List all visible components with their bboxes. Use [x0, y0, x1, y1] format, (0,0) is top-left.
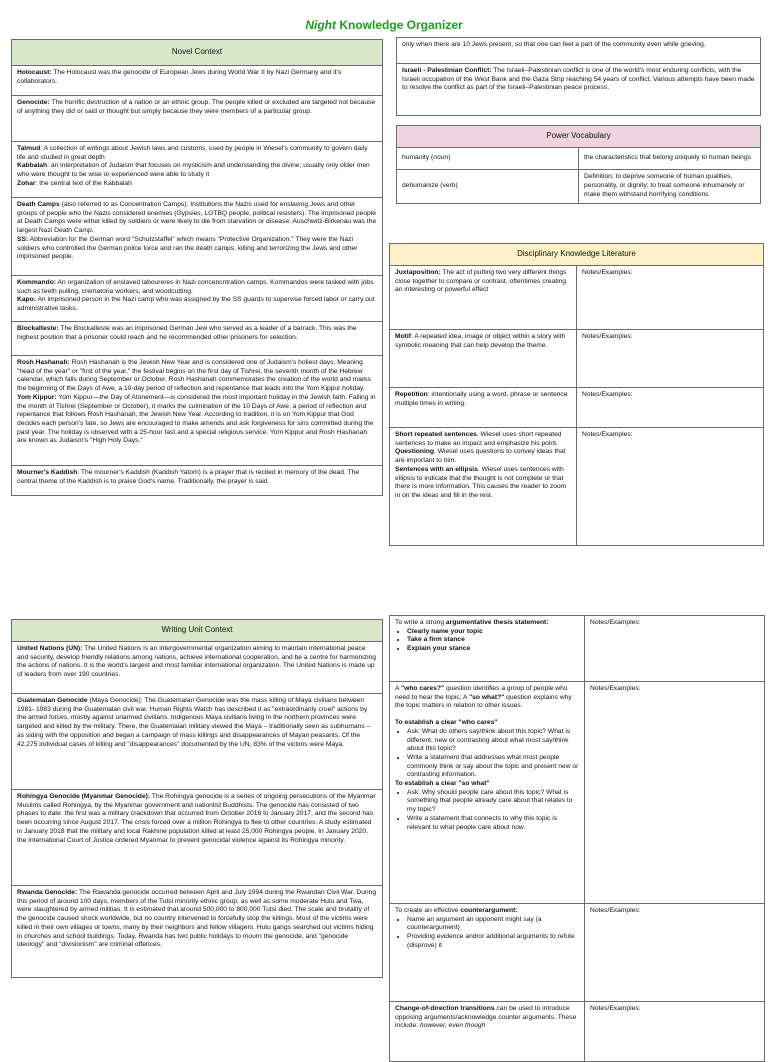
term-description: An imprisoned person in the Nazi camp who was assigned by the SS guards to supervise forced labor or carry out administrative tasks. — [17, 296, 375, 313]
term-label: Questioning — [395, 448, 435, 456]
term-label: Israeli - Palestinian Conflict: — [402, 67, 492, 74]
term-description: The Blockalteste was an imprisoned German Jew who served as a leader of a barrack. This was the highest position that a prisoner could reach and he recommended other prisoners for selection. — [17, 325, 357, 341]
term-description: : an interpretation of Judaism that focuses on mysticism and understanding the divine; usually only older men who were thought to be wise or experienced were able to study it — [17, 162, 370, 179]
notes-label: Notes/Examples: — [577, 388, 764, 428]
term-description: : the central text of the Kabbalah — [35, 179, 132, 187]
term-description: The Israeli–Palestinian conflict is one of the world's most enduring conflicts, with the Israeli occupation of the West Bank and the Gaza Strip reaching 54 years of conflict. Various attempts have been made to resolve the conflict as part of the Israeli–Palestinian peace process. — [402, 67, 755, 92]
literature-term-row — [390, 330, 577, 388]
power-vocabulary-header: Power Vocabulary — [397, 126, 761, 148]
term-description: The United Nations is an intergovernmental organization aiming to maintain international peace and security, develop friendly relations among nations, achieve international cooperation, and be a centre for harmonizing the actions of nations. It is the world's largest and most familiar international organization. The United Nations is made up of leaders from over 190 countries. — [17, 645, 376, 679]
term-label: Talmud — [17, 145, 41, 152]
novel-context-table — [11, 39, 383, 496]
writing-context-row — [12, 790, 383, 886]
term-label: Rwanda Genocide: — [17, 889, 78, 896]
novel-context-row — [12, 142, 383, 198]
vocab-row — [397, 170, 761, 204]
term-label: Juxtaposition: — [395, 269, 441, 276]
page-title: Night Knowledge Organizer — [305, 18, 463, 32]
term-label: SS: — [17, 235, 29, 243]
term-description: : The mourner's Kaddish (Kaddish Yatom) is a prayer that is recited in memory of the dead. The central theme of the Kaddish is to praise God's name. Traditionally, the prayer is said — [17, 469, 360, 485]
term-label: Rosh Hashanah: — [17, 359, 70, 366]
notes-label: Notes/Examples: — [585, 904, 765, 1002]
thesis-statement-cell: To write a strong argumentative thesis statement: • Clearly name your topic • Take a firm stance • Explain your stance — [390, 616, 585, 682]
writing-context-header: Writing Unit Context — [12, 620, 383, 642]
term-description: (Maya Genocide): The Guatemalan Genocide was the mass killing of Maya civilians between 1981- 1983 during the Guatemalan civil war. Human Rights Watch has described it as "extraordinarily cruel" actions by the armed forces, mostly against unarmed civilians. Indigenous Maya civilians living in the northern provinces were targeted and killed by the military. There, the Guatemalan military viewed the Maya – traditionally seen as subhumans – as siding with the opposition and began a campaign of mass killings and disappearances of Mayan peasants. Of the 42,275 individual cases of killing and "disappearances" documented by the UN, 83% of the victims were Maya. — [17, 697, 371, 748]
counterargument-cell: To create an effective counterargument: • Name an argument an opponent might say (a counterargument) • Providing evidence and/or additional arguments to refute (disprove) it — [390, 904, 585, 1002]
term-description: : A collection of writings about Jewish laws and customs, used by people in Wiesel's community to govern daily life and studied in great depth — [17, 145, 368, 161]
vocab-definition: Definition: to deprive someone of human qualities, personality, or dignity; to treat someone inhumanely or make them withstand horrifying conditions — [579, 170, 761, 204]
vocab-definition: the characteristics that belong uniquely to human beings — [579, 148, 761, 170]
literature-term-row — [390, 428, 577, 546]
novel-context-row — [12, 198, 383, 276]
term-description: The horrific destruction of a nation or an ethnic group. The people killed or excluded are targeted not because of anything they did or said or thought but simply because they were members of a particular group. — [17, 99, 376, 115]
novel-context-row — [12, 356, 383, 466]
term-description: Yom Kippur—the Day of Atonement—is considered the most important holiday in the Jewish faith. Falling in the month of Tishrei (September or October), it marks the culmination of the 10 Days of Awe, a period of reflection and repentance that follows Rosh Hashanah, the Jewish New Year. According to tradition, it is on Yom Kippur that God decides each person's fate, so Jews are encouraged to make amends and ask forgiveness for sins committed during the past year. The holiday is observed with a 25-hour fast and a special religious service. Yom Kippur and Rosh Hashanah are known as Judaism's "High Holy Days." — [17, 393, 376, 445]
term-description: . Wiesel uses short repeated sentences to make an impact and emphasize his point. — [395, 431, 562, 447]
term-label: Short repeated sentences — [395, 431, 477, 438]
term-label: Mourner's Kaddish — [17, 469, 78, 476]
literature-term-row — [390, 266, 577, 330]
term-description: (also referred to as Concentration Camps): Institutions the Nazis used for enslaving Jews and other groups of people who the Nazis considered enemies (Gypsies, LGTBQ people, political resisters). The imprisoned people at Death Camps were either killed by soldiers or were likely to die from starvation or disease. Auschwitz-Birkenau was the largest Nazi Death Camp. — [17, 201, 377, 235]
term-description: An organization of enslaved laboureres in Nazi concencntration camps. Kommandos were tasked with jobs such as teeth pulling, crematoria workers, and woodcutting. — [17, 279, 374, 295]
term-label: Holocaust: — [17, 69, 52, 76]
term-description: Abbreviation for the German word "Schutzstaffel" which means "Protective Organization." They were the Nazi soldiers who controlled the German police force and ran the death camps, killing and terrorizing the Jews and other imprisoned people. — [17, 235, 358, 261]
writing-context-table — [11, 619, 383, 978]
notes-label: Notes/Examples: — [577, 330, 764, 388]
term-description: only when there are 10 Jews present, so that one can feel a part of the community even while grieving. — [402, 41, 706, 48]
term-label: Repetition — [395, 391, 428, 398]
who-cares-cell: A "who cares?" question identifies a group of people who need to hear the topic. A "so what?" question explains why the topic matters in relation to other issues. To establish a clear "who cares" • Ask: What do others say/think about this topic? What is different, new or contrasting about what most say/think about this topic? • Write a statement that addresses what most people commonly think or say about the topic and present new or contrasting information. To establish a clear "so what" • Ask: Why should people care about this topic? What is something that people already care about that relates to my topic? • Write a statement that connects to why this topic is relevant to what people care about now. — [390, 682, 585, 904]
literature-term-row — [390, 388, 577, 428]
novel-context-header: Novel Context — [12, 40, 383, 66]
term-description: : intentionally using a word, phrase or sentence multiple times in writing. — [395, 391, 568, 407]
term-description: . Wiesel uses sentences with ellipsis to indicate that the thought is not complete or that there is more information. This causes the reader to zoom in on the ideas and fill in the rest. — [395, 465, 567, 499]
term-label: Kommando: — [17, 279, 57, 286]
novel-context-row — [12, 466, 383, 496]
novel-context-continued-table — [396, 37, 761, 116]
term-label: Guatemalan Genocide — [17, 697, 88, 704]
power-vocabulary-table — [396, 125, 761, 204]
term-label: Rohingya Genocide (Myanmar Genocide): — [17, 793, 151, 800]
disciplinary-knowledge-header: Disciplinary Knowledge Literature — [390, 244, 764, 266]
term-label: Motif — [395, 333, 411, 340]
novel-context-row — [12, 66, 383, 96]
novel-context-row — [12, 322, 383, 356]
novel-context-row — [12, 96, 383, 142]
term-description: : A repeated idea, image or object within a story with symbolic meaning that can help develop the theme. — [395, 333, 566, 349]
notes-label: Notes/Examples: — [585, 1002, 765, 1062]
novel-context-row — [12, 276, 383, 322]
term-description: The Rohingya genocide is a series of ongoing persecutions of the Myanmar Muslims called Rohingya, by the Myanmar government and nationlist Buddhists. The genocide has consisted of two phases to date: the first was a military crackdown that occurred from October 2016 to January 2017, and the second has been occurring since August 2017. The crisis forced over a million Rohingya to flee to other countries. A study estimated in January 2018 that the military and local Rakhine population killed at least 25,000 Rohingya people. In January 2020, the International Court of Justice ordered Myanmar to prevent genocidal violence against its Rohingya minority. — [17, 793, 376, 844]
term-label: Sentences with an ellipsis — [395, 465, 478, 473]
term-label: Genocide: — [17, 99, 50, 106]
term-description: The Rawanda genocide occurred between April and July 1994 during the Rwandan Civil War. During this period of around 100 days, members of the Tutsi minority ethnic group, as well as some moderate Hutu and Twa, were slaughtered by armed militias. It is estimated that around 500,000 to 800,000 Tutsi died. The scale and brutality of the genocide caused shock worldwide, but no country intervened to forcefully stop the killings. Most of the victims were killed in their own villages or towns, many by their neighbors and fellow villagers. Hutu gangs searched out victims hiding in churches and school buildings. Today, Rwanda has two public holidays to mourn the genocide, and "genocide ideology" and "divisionism" are criminal offences. — [17, 889, 377, 949]
novel-context-row — [397, 38, 761, 64]
term-description: The act of putting two very different things close together to compare or contrast, oftentimes creating an interesting or powerful effect — [395, 269, 567, 294]
change-of-direction-cell: Change-of-direction transitions can be used to introduce opposing arguments/acknowledge counter arguments. These include: however, even though — [390, 1002, 585, 1062]
vocab-term: humanity (noun) — [397, 148, 579, 170]
novel-context-row — [397, 64, 761, 116]
vocab-term: dehumanize (verb) — [397, 170, 579, 204]
notes-label: Notes/Examples: — [585, 682, 765, 904]
term-label: Zohar — [17, 179, 36, 187]
notes-label: Notes/Examples: — [577, 266, 764, 330]
term-label: United Nations (UN): — [17, 645, 83, 652]
writing-context-row — [12, 694, 383, 790]
term-label: Kapo: — [17, 296, 36, 304]
term-label: Kabbalah — [17, 162, 48, 170]
term-description: Rosh Hashanah is the Jewish New Year and is considered one of Judaism's holiest days. Meaning "head of the year" or "first of the year," the festival begins on the first day of Tishrei, the seventh month of the Hebrew calendar, which falls during September or October. Rosh Hashanah commemorates the creation of the world and marks the beginning of the Days of Awe, a 10-day period of reflection and repentance that leads into the Yom Kippur holiday. — [17, 359, 371, 393]
writing-skills-table — [389, 615, 765, 1062]
term-label: Yom Kippur: — [17, 393, 57, 401]
notes-label: Notes/Examples: — [577, 428, 764, 546]
term-description: . Wiesel uses questions to convey ideas that are important to him. — [395, 448, 566, 465]
writing-context-row — [12, 642, 383, 694]
term-label: Death Camps — [17, 201, 60, 208]
vocab-row — [397, 148, 761, 170]
term-description: The Holocaust was the genocide of European Jews during World War II by Nazi Germany and it's collaborators. — [17, 69, 342, 85]
notes-label: Notes/Examples: — [585, 616, 765, 682]
writing-context-row — [12, 886, 383, 978]
term-label: Blockalteste: — [17, 325, 59, 332]
disciplinary-knowledge-table — [389, 243, 764, 546]
